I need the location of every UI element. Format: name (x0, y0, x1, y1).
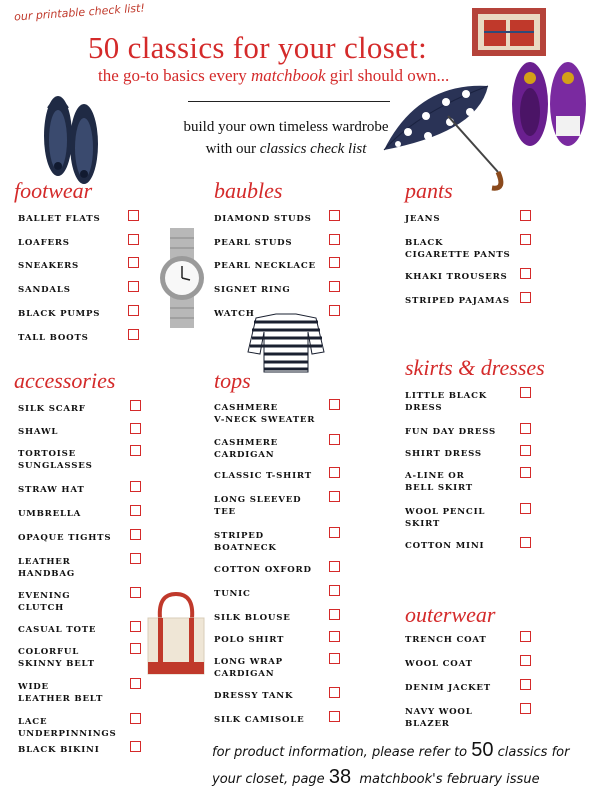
intro-line-1: build your own timeless wardrobe (183, 119, 389, 135)
subtitle-pre: the go-to basics every (98, 66, 247, 85)
accessories-item-label (18, 508, 81, 520)
tops-item-label (214, 530, 277, 554)
footwear-item-line: TALL BOOTS (18, 333, 89, 343)
baubles-item-label (214, 213, 312, 225)
accessories-item-label (18, 744, 100, 756)
tops-item-line: CLASSIC T-SHIRT (214, 471, 312, 481)
footwear-item-line: BALLET FLATS (18, 214, 101, 224)
outerwear-item-checkbox[interactable] (520, 679, 531, 690)
outerwear-item-label (405, 658, 473, 670)
skirts-item-label (405, 448, 482, 460)
baubles-item-line: PEARL STUDS (214, 238, 293, 248)
skirts-item-checkbox[interactable] (520, 423, 531, 434)
skirts-item-label (405, 506, 485, 530)
subtitle-post: girl should own... (329, 66, 450, 85)
footwear-item-checkbox[interactable] (128, 329, 139, 340)
baubles-item-checkbox[interactable] (329, 210, 340, 221)
accessories-item-line: CLUTCH (18, 603, 65, 613)
footwear-item-checkbox[interactable] (128, 234, 139, 245)
tops-item-checkbox[interactable] (329, 687, 340, 698)
tops-item-line: DRESSY TANK (214, 691, 294, 701)
skirts-item-line: LITTLE BLACK (405, 391, 488, 401)
accessories-item-checkbox[interactable] (130, 481, 141, 492)
skirts-item-label (405, 470, 473, 494)
intro-line-2-em: classics check list (259, 141, 367, 157)
subtitle-brand: matchbook (250, 66, 326, 85)
footwear-item-label (18, 237, 70, 249)
accessories-item-checkbox[interactable] (130, 529, 141, 540)
footer-line-2 (212, 765, 592, 792)
tops-item-label (214, 470, 312, 482)
accessories-item-checkbox[interactable] (130, 621, 141, 632)
tops-item-label (214, 437, 278, 461)
accessories-item-line: LACE (18, 717, 48, 727)
heading-accessories: accessories (14, 368, 116, 393)
footwear-item-line: LOAFERS (18, 238, 70, 248)
outerwear-item-line: WOOL COAT (405, 659, 473, 669)
accessories-item-label (18, 590, 70, 614)
tops-item-line: TUNIC (214, 589, 251, 599)
tops-item-line: CASHMERE (214, 403, 278, 413)
tops-item-checkbox[interactable] (329, 585, 340, 596)
footwear-item-label (18, 332, 89, 344)
tops-item-checkbox[interactable] (329, 711, 340, 722)
footer-line-1-pre: for product information, please refer to (212, 745, 468, 760)
accessories-item-line: OPAQUE TIGHTS (18, 533, 112, 543)
baubles-item-checkbox[interactable] (329, 257, 340, 268)
skirts-item-label (405, 390, 487, 414)
footwear-item-line: SANDALS (18, 285, 71, 295)
footwear-item-checkbox[interactable] (128, 281, 139, 292)
outerwear-item-line: BLAZER (405, 719, 450, 729)
outerwear-item-checkbox[interactable] (520, 655, 531, 666)
skirts-item-label (405, 540, 484, 552)
pants-item-line: BLACK (405, 238, 444, 248)
accessories-item-checkbox[interactable] (130, 423, 141, 434)
loafers-photo (500, 56, 596, 150)
tops-item-line: SILK BLOUSE (214, 613, 291, 623)
skirts-item-line: COTTON MINI (405, 541, 485, 551)
accessories-item-label (18, 681, 103, 705)
outerwear-item-line: DENIM JACKET (405, 683, 491, 693)
tops-item-line: V-NECK SWEATER (214, 415, 316, 425)
tops-item-line: COTTON OXFORD (214, 565, 312, 575)
footwear-item-label (18, 213, 101, 225)
accessories-item-line: UNDERPINNINGS (18, 729, 117, 739)
tops-item-label (214, 714, 304, 726)
tops-item-line: STRIPED (214, 531, 264, 541)
skirts-item-line: SHIRT DRESS (405, 449, 482, 459)
footer-line-1-num: 50 (471, 739, 494, 761)
baubles-item-label (214, 284, 291, 296)
footwear-item-line: SNEAKERS (18, 261, 80, 271)
accessories-item-label (18, 646, 95, 670)
footwear-item-label (18, 284, 71, 296)
tops-item-checkbox[interactable] (329, 561, 340, 572)
pants-item-label (405, 237, 511, 261)
accessories-item-checkbox[interactable] (130, 741, 141, 752)
outerwear-item-label (405, 706, 473, 730)
accessories-item-checkbox[interactable] (130, 713, 141, 724)
skirts-item-checkbox[interactable] (520, 467, 531, 478)
skirts-item-line: DRESS (405, 403, 443, 413)
baubles-item-label (214, 260, 316, 272)
baubles-item-checkbox[interactable] (329, 234, 340, 245)
accessories-item-line: SUNGLASSES (18, 461, 93, 471)
accessories-item-line: LEATHER BELT (18, 694, 104, 704)
footwear-item-label (18, 260, 79, 272)
tops-item-checkbox[interactable] (329, 399, 340, 410)
heading-footwear: footwear (14, 178, 93, 203)
tops-item-line: BOATNECK (214, 543, 277, 553)
accessories-item-label (18, 716, 117, 740)
baubles-item-line: DIAMOND STUDS (214, 214, 312, 224)
tops-item-line: SILK CAMISOLE (214, 715, 305, 725)
baubles-item-checkbox[interactable] (329, 305, 340, 316)
skirts-item-line: SKIRT (405, 519, 441, 529)
accessories-item-checkbox[interactable] (130, 643, 141, 654)
footer-line-2-post: matchbook's february issue (359, 772, 540, 787)
outerwear-item-line: NAVY WOOL (405, 707, 473, 717)
heading-skirts-dresses: skirts & dresses (405, 355, 545, 380)
skirts-item-checkbox[interactable] (520, 387, 531, 398)
accessories-item-line: CASUAL TOTE (18, 625, 97, 635)
accessories-item-label (18, 403, 86, 415)
pants-item-checkbox[interactable] (520, 268, 531, 279)
pants-item-checkbox[interactable] (520, 210, 531, 221)
tops-item-label (214, 612, 291, 624)
outerwear-item-checkbox[interactable] (520, 631, 531, 642)
accessories-item-checkbox[interactable] (130, 505, 141, 516)
accessories-item-line: TORTOISE (18, 449, 76, 459)
baubles-item-line: PEARL NECKLACE (214, 261, 316, 271)
tops-item-line: CARDIGAN (214, 669, 275, 679)
footer-line-2-num: 38 (328, 766, 352, 788)
baubles-item-label (214, 308, 255, 320)
tops-item-label (214, 656, 283, 680)
footer-line-1-post: classics for (497, 745, 570, 760)
divider (188, 101, 390, 102)
accessories-item-checkbox[interactable] (130, 445, 141, 456)
tops-item-checkbox[interactable] (329, 609, 340, 620)
tops-item-label (214, 588, 251, 600)
footer-note (212, 738, 592, 792)
skirts-item-line: A-LINE OR (405, 471, 465, 481)
tops-item-line: CARDIGAN (214, 450, 275, 460)
baubles-item-line: SIGNET RING (214, 285, 291, 295)
accessories-item-line: WIDE (18, 682, 49, 692)
tops-item-label (214, 634, 284, 646)
skirts-item-line: BELL SKIRT (405, 483, 473, 493)
tops-item-line: TEE (214, 507, 236, 517)
skirts-item-line: FUN DAY DRESS (405, 427, 497, 437)
accessories-item-line: STRAW HAT (18, 485, 85, 495)
outerwear-item-line: TRENCH COAT (405, 635, 487, 645)
tops-item-checkbox[interactable] (329, 434, 340, 445)
outerwear-item-label (405, 634, 487, 646)
tops-item-line: LONG SLEEVED (214, 495, 302, 505)
pants-item-label (405, 271, 508, 283)
skirts-item-label (405, 426, 496, 438)
heading-outerwear: outerwear (405, 602, 496, 627)
accessories-item-label (18, 556, 75, 580)
accessories-item-label (18, 484, 85, 496)
tops-item-line: CASHMERE (214, 438, 278, 448)
heading-tops: tops (214, 368, 251, 393)
accessories-item-line: COLORFUL (18, 647, 80, 657)
skirts-item-checkbox[interactable] (520, 503, 531, 514)
tote-bag-photo (144, 590, 208, 676)
accessories-item-line: HANDBAG (18, 569, 75, 579)
accessories-item-line: SHAWL (18, 427, 59, 437)
footwear-item-checkbox[interactable] (128, 210, 139, 221)
loafers-box-photo (470, 4, 550, 60)
tops-item-checkbox[interactable] (329, 653, 340, 664)
skirts-item-line: WOOL PENCIL (405, 507, 486, 517)
pants-item-line: KHAKI TROUSERS (405, 272, 508, 282)
tops-item-label (214, 564, 312, 576)
pants-item-line: CIGARETTE PANTS (405, 250, 511, 260)
striped-tee-photo (246, 312, 326, 374)
accessories-item-line: SKINNY BELT (18, 659, 95, 669)
footwear-item-label (18, 308, 100, 320)
pants-item-line: STRIPED PAJAMAS (405, 296, 510, 306)
pants-item-label (405, 295, 510, 307)
footer-line-1 (212, 738, 592, 765)
tops-item-checkbox[interactable] (329, 631, 340, 642)
tops-item-label (214, 690, 293, 702)
tops-item-line: LONG WRAP (214, 657, 283, 667)
intro-line-2-pre: with our (205, 141, 257, 157)
accessories-item-label (18, 426, 58, 438)
footwear-item-checkbox[interactable] (128, 305, 139, 316)
tops-item-label (214, 402, 315, 426)
printable-tag: our printable check list! (13, 1, 146, 24)
pants-item-checkbox[interactable] (520, 292, 531, 303)
heading-baubles: baubles (214, 178, 283, 203)
tops-item-checkbox[interactable] (329, 491, 340, 502)
page-title: 50 classics for your closet: (88, 30, 427, 65)
footer-line-2-pre: your closet, page (212, 772, 325, 787)
baubles-item-label (214, 237, 292, 249)
accessories-item-line: SILK SCARF (18, 404, 86, 414)
accessories-item-label (18, 532, 111, 544)
outerwear-item-checkbox[interactable] (520, 703, 531, 714)
watch-photo (156, 228, 208, 328)
baubles-item-line: WATCH (214, 309, 255, 319)
tops-item-line: POLO SHIRT (214, 635, 285, 645)
tops-item-checkbox[interactable] (329, 527, 340, 538)
accessories-item-checkbox[interactable] (130, 400, 141, 411)
accessories-item-checkbox[interactable] (130, 553, 141, 564)
skirts-item-checkbox[interactable] (520, 537, 531, 548)
accessories-item-line: UMBRELLA (18, 509, 82, 519)
outerwear-item-label (405, 682, 491, 694)
baubles-item-checkbox[interactable] (329, 281, 340, 292)
accessories-item-line: BLACK BIKINI (18, 745, 100, 755)
accessories-item-label (18, 448, 93, 472)
pants-item-label (405, 213, 440, 225)
footwear-item-checkbox[interactable] (128, 257, 139, 268)
accessories-item-line: LEATHER (18, 557, 71, 567)
heading-pants: pants (405, 178, 453, 203)
skirts-item-checkbox[interactable] (520, 445, 531, 456)
accessories-item-line: EVENING (18, 591, 71, 601)
tops-item-label (214, 494, 301, 518)
accessories-item-checkbox[interactable] (130, 678, 141, 689)
footwear-item-line: BLACK PUMPS (18, 309, 101, 319)
tops-item-checkbox[interactable] (329, 467, 340, 478)
accessories-item-checkbox[interactable] (130, 587, 141, 598)
pants-item-line: JEANS (405, 214, 441, 224)
pants-item-checkbox[interactable] (520, 234, 531, 245)
ballet-flats-photo (30, 88, 110, 188)
accessories-item-label (18, 624, 96, 636)
